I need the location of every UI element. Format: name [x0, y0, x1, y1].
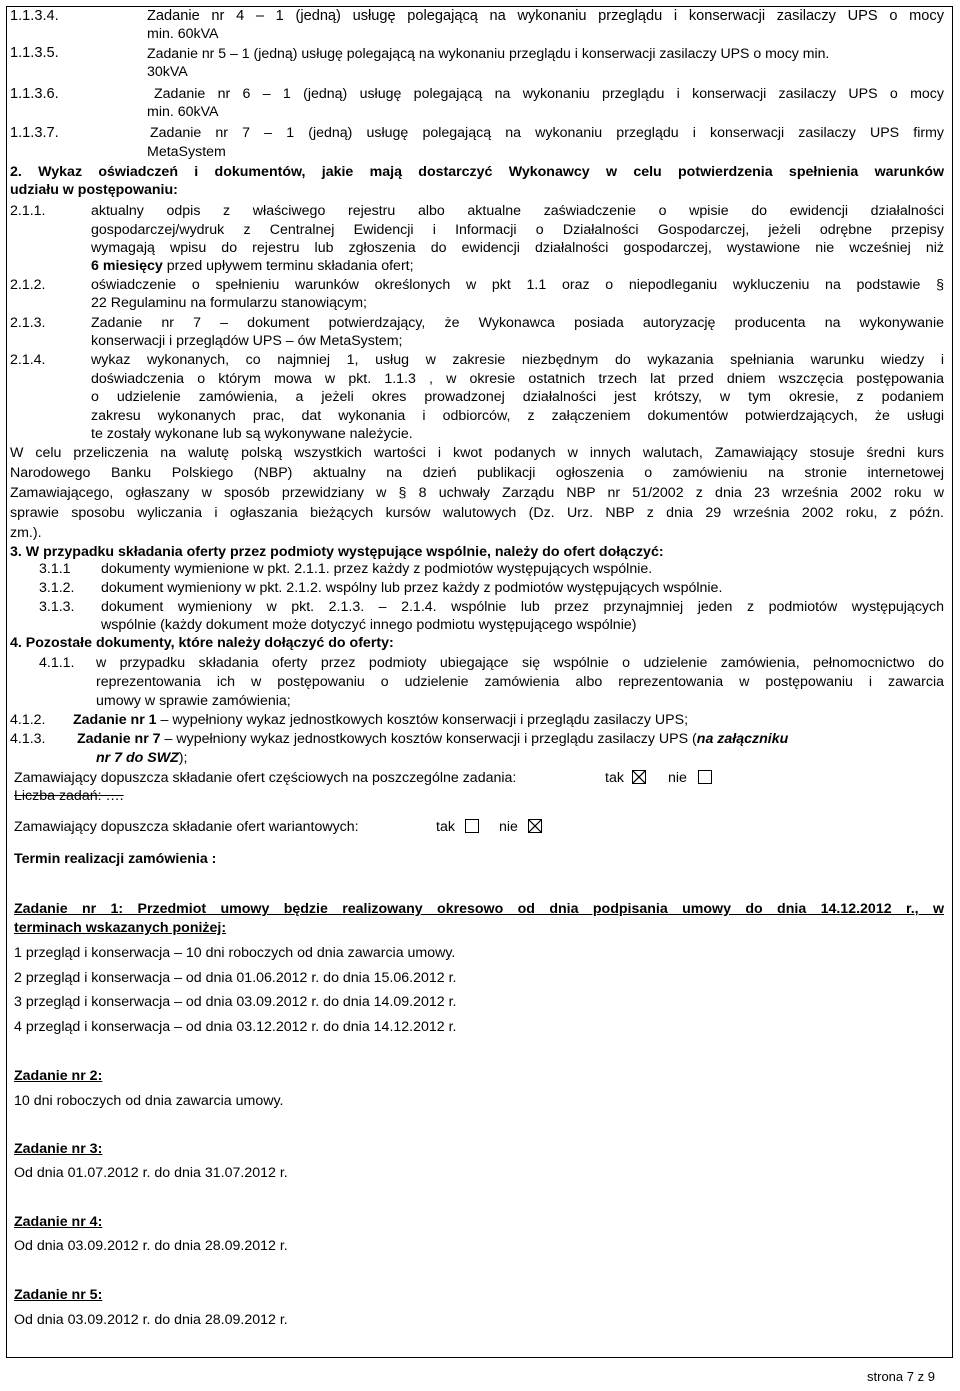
zadanie-1-heading: Zadanie nr 1: Przedmiot umowy będzie realizowany okresowo od dnia podpisania umowy do dnia 14.12.2012 r., w	[14, 901, 944, 917]
list-text: 22 Regulaminu na formularzu stanowiącym;	[91, 295, 367, 311]
list-text: Zadanie nr 4 – 1 (jedną) usługę polegającą na wykonaniu przeglądu i konserwacji zasilaczy UPS o mocy	[147, 8, 944, 24]
list-text: MetaSystem	[147, 144, 226, 160]
list-number: 4.1.3.	[10, 731, 46, 747]
zadanie-3-heading: Zadanie nr 3:	[14, 1141, 103, 1157]
schedule-dates: od dnia 03.09.2012 r. do dnia 14.09.2012 r.	[185, 994, 457, 1010]
list-number: 3.1.2.	[39, 580, 75, 596]
partial-offers-label: Zamawiający dopuszcza składanie ofert częściowych na poszczególne zadania:	[14, 770, 517, 786]
list-number: 1.1.3.6.	[10, 86, 59, 102]
section-heading: 4. Pozostałe dokumenty, które należy dołączyć do oferty:	[10, 635, 394, 651]
partial-nie-checkbox[interactable]	[698, 770, 712, 784]
list-text: w przypadku składania oferty przez podmioty ubiegające się wspólnie o udzielenie zamówienia, pełnomocnictwo do	[96, 655, 944, 671]
schedule-label: 3 przegląd i konserwacja –	[14, 994, 186, 1010]
list-text-rest: przed upływem terminu składania ofert;	[162, 258, 414, 274]
list-text	[91, 257, 414, 275]
paragraph-line: zm.).	[10, 525, 42, 541]
list-number: 3.1.1	[39, 561, 71, 577]
variant-tak-checkbox[interactable]	[465, 819, 479, 833]
partial-tak-label: tak	[605, 770, 624, 786]
termin-heading: Termin realizacji zamówienia :	[14, 851, 217, 867]
list-text: wymagają wpisu do rejestru lub zgłoszenia do ewidencji działalności gospodarczej, wystawione nie wcześniej niż	[91, 240, 944, 256]
emphasis: Zadanie nr 1	[73, 712, 157, 728]
zadanie-2-text: 10 dni roboczych od dnia zawarcia umowy.	[14, 1093, 284, 1109]
checkbox-cross-icon	[529, 820, 541, 832]
zadanie-2-heading: Zadanie nr 2:	[14, 1068, 103, 1084]
zadanie-4-heading: Zadanie nr 4:	[14, 1214, 103, 1230]
paragraph-line: Narodowego Banku Polskiego (NBP) aktualny na dzień publikacji ogłoszenia o zamówieniu na stronie internetowej	[10, 465, 944, 481]
schedule-dates: 10 dni roboczych od dnia zawarcia umowy.	[185, 945, 456, 961]
list-text-rest: – wypełniony wykaz jednostkowych kosztów konserwacji i przeglądu zasilaczy UPS (	[160, 731, 697, 747]
list-number: 3.1.3.	[39, 599, 75, 615]
variant-tak-label: tak	[436, 819, 455, 835]
schedule-line	[14, 1018, 457, 1036]
list-text-rest: );	[178, 750, 188, 766]
schedule-label: 1 przegląd i konserwacja –	[14, 945, 186, 961]
partial-nie-label: nie	[668, 770, 687, 786]
zadanie-4-text: Od dnia 03.09.2012 r. do dnia 28.09.2012 r.	[14, 1238, 288, 1254]
list-number: 2.1.2.	[10, 277, 46, 293]
list-text: Zadanie nr 7 – 1 (jedną) usługę polegającą na wykonaniu przeglądu i konserwacji zasilaczy UPS firmy	[150, 125, 944, 141]
list-text: dokument wymieniony w pkt. 2.1.2. wspólny lub przez każdy z podmiotów występujących wspólnie.	[101, 580, 723, 596]
list-text: gospodarczej/wydruk z Centralnej Ewidencji i Informacji o Działalności Gospodarczej, jeżeli odrębne przepisy	[91, 222, 944, 238]
list-text: reprezentowania ich w postępowaniu o udzielenie zamówienia albo reprezentowania w postępowaniu i zawarcia	[96, 674, 944, 690]
paragraph-line: Zamawiającego, ogłaszany w sposób przewidziany w § 8 uchwały Zarządu NBP nr 51/2002 z dnia 23 września 2002 roku w	[10, 485, 944, 501]
section-heading: 2. Wykaz oświadczeń i dokumentów, jakie mają dostarczyć Wykonawcy w celu potwierdzenia spełnienia warunków	[10, 164, 944, 180]
list-number: 1.1.3.5.	[10, 45, 59, 61]
schedule-line	[14, 969, 457, 987]
page-footer: strona 7 z 9	[867, 1369, 935, 1384]
list-text: 30kVA	[147, 64, 188, 80]
emphasis-italic: na załączniku	[696, 731, 789, 747]
emphasis: Zadanie nr 7	[77, 731, 161, 747]
list-text: min. 60kVA	[147, 26, 219, 42]
list-text: oświadczenie o spełnieniu warunków określonych w pkt 1.1 oraz o niepodleganiu wykluczeniu na podstawie §	[91, 277, 944, 293]
schedule-label: 2 przegląd i konserwacja –	[14, 970, 186, 986]
list-text: wspólnie (każdy dokument może dotyczyć innego podmiotu występującego wspólnie)	[101, 617, 637, 633]
variant-nie-checkbox[interactable]	[528, 819, 542, 833]
schedule-label: 4 przegląd i konserwacja –	[14, 1019, 186, 1035]
emphasis: 6 miesięcy	[91, 258, 163, 274]
list-text: min. 60kVA	[147, 104, 219, 120]
partial-tak-checkbox[interactable]	[632, 770, 646, 784]
list-text: Zadanie nr 5 – 1 (jedną) usługę polegającą na wykonaniu przeglądu i konserwacji zasilaczy UPS o mocy min.	[147, 45, 830, 61]
list-number: 4.1.2.	[10, 712, 46, 728]
task-count-struck: Liczba zadań: ….	[14, 788, 124, 804]
paragraph-line: sprawie sposobu wyliczania i ogłaszania bieżących kursów walutowych (Dz. Urz. NBP z dnia 29 września 2002 roku, z późn.	[10, 505, 944, 521]
list-text: dokument wymieniony w pkt. 2.1.3. – 2.1.4. wspólnie lub przez przynajmniej jeden z podmiotów występujących	[101, 599, 944, 615]
list-text: umowy w sprawie zamówienia;	[96, 693, 291, 709]
variant-offers-label: Zamawiający dopuszcza składanie ofert wariantowych:	[14, 819, 359, 835]
list-text: zakresu wykonanych prac, dat wykonania i odbiorców, z załączeniem dokumentów potwierdzających, że usługi	[91, 408, 944, 424]
list-text: te zostały wykonane lub są wykonywane należycie.	[91, 426, 413, 442]
list-text: dokumenty wymienione w pkt. 2.1.1. przez każdy z podmiotów występujących wspólnie.	[101, 561, 653, 577]
section-heading: udziału w postępowaniu:	[10, 182, 178, 198]
section-heading: 3. W przypadku składania oferty przez podmioty występujące wspólnie, należy do ofert dołączyć:	[10, 544, 664, 560]
schedule-dates: od dnia 03.12.2012 r. do dnia 14.12.2012 r.	[185, 1019, 457, 1035]
paragraph-line: W celu przeliczenia na walutę polską wszystkich wartości i kwot podanych w innych walutach, Zamawiający stosuje średni kurs	[10, 445, 944, 461]
list-text: Zadanie nr 7 – dokument potwierdzający, że Wykonawca posiada autoryzację producenta na wykonywanie	[91, 315, 944, 331]
list-text-rest: – wypełniony wykaz jednostkowych kosztów konserwacji i przeglądu zasilaczy UPS;	[156, 712, 689, 728]
list-text: aktualny odpis z właściwego rejestru albo aktualne zaświadczenie o wpisie do ewidencji działalności	[91, 203, 944, 219]
list-number: 2.1.1.	[10, 203, 46, 219]
zadanie-5-text: Od dnia 03.09.2012 r. do dnia 28.09.2012 r.	[14, 1312, 288, 1328]
list-text	[73, 711, 688, 729]
zadanie-1-heading: terminach wskazanych poniżej:	[14, 920, 227, 936]
list-number: 2.1.4.	[10, 352, 46, 368]
list-text: Zadanie nr 6 – 1 (jedną) usługę polegającą na wykonaniu przeglądu i konserwacji zasilaczy UPS o mocy	[154, 86, 944, 102]
zadanie-3-text: Od dnia 01.07.2012 r. do dnia 31.07.2012 r.	[14, 1165, 288, 1181]
checkbox-cross-icon	[633, 771, 645, 783]
list-text: doświadczenia o którym mowa w pkt. 1.1.3 , w okresie ostatnich trzech lat przed dniem wszczęcia postępowania	[91, 371, 944, 387]
schedule-line	[14, 993, 457, 1011]
schedule-line	[14, 944, 455, 962]
list-number: 4.1.1.	[39, 655, 75, 671]
schedule-dates: od dnia 01.06.2012 r. do dnia 15.06.2012 r.	[185, 970, 457, 986]
list-text: o udzielenie zamówienia, a jeżeli okres prowadzonej działalności jest krótszy, w tym okresie, z podaniem	[91, 389, 944, 405]
list-text: wykaz wykonanych, co najmniej 1, usług w zakresie niezbędnym do wykazania spełniania warunku wiedzy i	[91, 352, 944, 368]
emphasis-italic: nr 7 do SWZ	[96, 750, 179, 766]
list-number: 1.1.3.4.	[10, 8, 59, 24]
zadanie-5-heading: Zadanie nr 5:	[14, 1287, 103, 1303]
list-text: konserwacji i przeglądów UPS – ów MetaSystem;	[91, 333, 403, 349]
variant-nie-label: nie	[499, 819, 518, 835]
list-number: 2.1.3.	[10, 315, 46, 331]
list-text	[77, 730, 788, 748]
list-number: 1.1.3.7.	[10, 125, 59, 141]
list-text	[96, 749, 187, 767]
